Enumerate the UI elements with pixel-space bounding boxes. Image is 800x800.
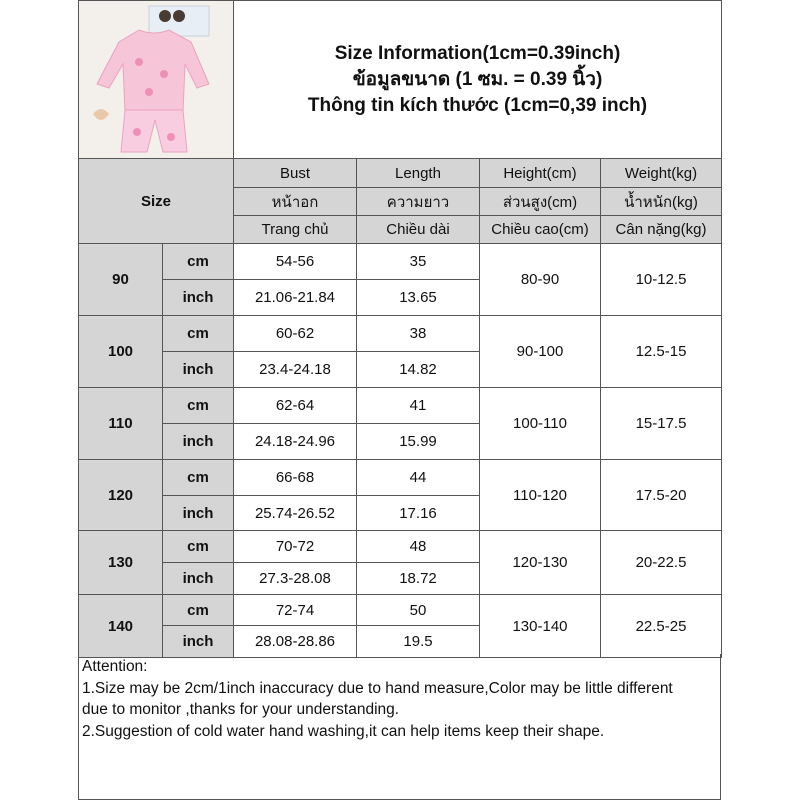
bust-cm: 62-64 (234, 388, 357, 424)
height: 80-90 (480, 244, 601, 316)
title-block (234, 1, 722, 159)
bust-inch: 23.4-24.18 (234, 352, 357, 388)
unit-cm: cm (163, 244, 234, 280)
col-bust-th: หน้าอก (234, 188, 357, 216)
bust-cm: 66-68 (234, 460, 357, 496)
size-130: 130 (79, 531, 163, 595)
weight: 20-22.5 (601, 531, 722, 595)
bust-inch: 28.08-28.86 (234, 626, 357, 658)
attention-notes (78, 654, 721, 800)
pajama-photo-icon (79, 2, 234, 158)
height: 100-110 (480, 388, 601, 460)
unit-inch: inch (163, 496, 234, 531)
length-inch: 17.16 (357, 496, 480, 531)
weight: 15-17.5 (601, 388, 722, 460)
note-line-3: 2.Suggestion of cold water hand washing,it can help items keep their shape. (82, 722, 605, 740)
unit-inch: inch (163, 424, 234, 460)
length-cm: 41 (357, 388, 480, 424)
note-line-2: due to monitor ,thanks for your understanding. (82, 701, 400, 718)
bust-inch: 21.06-21.84 (234, 280, 357, 316)
height: 110-120 (480, 460, 601, 531)
height: 120-130 (480, 531, 601, 595)
bust-cm: 54-56 (234, 244, 357, 280)
col-bust-en: Bust (234, 159, 357, 188)
title-english: Size Information(1cm=0.39inch) (334, 42, 621, 64)
note-line-1: 1.Size may be 2cm/1inch inaccuracy due to hand measure,Color may be little different (82, 679, 673, 697)
col-height-en: Height(cm) (480, 159, 601, 188)
unit-cm: cm (163, 595, 234, 626)
length-inch: 14.82 (357, 352, 480, 388)
unit-cm: cm (163, 460, 234, 496)
length-cm: 48 (357, 531, 480, 563)
length-inch: 15.99 (357, 424, 480, 460)
unit-inch: inch (163, 280, 234, 316)
length-inch: 13.65 (357, 280, 480, 316)
col-length-en: Length (357, 159, 480, 188)
size-120: 120 (79, 460, 163, 531)
col-weight-en: Weight(kg) (601, 159, 722, 188)
size-100: 100 (79, 316, 163, 388)
length-cm: 50 (357, 595, 480, 626)
size-header: Size (79, 159, 234, 244)
bust-inch: 24.18-24.96 (234, 424, 357, 460)
bust-cm: 60-62 (234, 316, 357, 352)
unit-cm: cm (163, 388, 234, 424)
col-length-vi: Chiều dài (357, 216, 480, 244)
height: 130-140 (480, 595, 601, 658)
length-cm: 44 (357, 460, 480, 496)
size-90: 90 (79, 244, 163, 316)
title-vietnamese: Thông tin kích thước (1cm=0,39 inch) (307, 94, 648, 116)
unit-cm: cm (163, 531, 234, 563)
bust-cm: 72-74 (234, 595, 357, 626)
size-140: 140 (79, 595, 163, 658)
col-weight-vi: Cân nặng(kg) (601, 216, 722, 244)
size-table (78, 0, 722, 658)
unit-cm: cm (163, 316, 234, 352)
weight: 22.5-25 (601, 595, 722, 658)
title-thai: ข้อมูลขนาด (1 ซม. = 0.39 นิ้ว) (352, 68, 603, 90)
col-bust-vi: Trang chủ (234, 216, 357, 244)
weight: 12.5-15 (601, 316, 722, 388)
col-height-th: ส่วนสูง(cm) (480, 188, 601, 216)
bust-cm: 70-72 (234, 531, 357, 563)
unit-inch: inch (163, 563, 234, 595)
height: 90-100 (480, 316, 601, 388)
length-cm: 38 (357, 316, 480, 352)
attention-heading: Attention: (82, 658, 148, 675)
bust-inch: 25.74-26.52 (234, 496, 357, 531)
weight: 17.5-20 (601, 460, 722, 531)
bust-inch: 27.3-28.08 (234, 563, 357, 595)
col-height-vi: Chiều cao(cm) (480, 216, 601, 244)
unit-inch: inch (163, 352, 234, 388)
length-inch: 19.5 (357, 626, 480, 658)
weight: 10-12.5 (601, 244, 722, 316)
col-weight-th: น้ำหนัก(kg) (601, 188, 722, 216)
length-cm: 35 (357, 244, 480, 280)
col-length-th: ความยาว (357, 188, 480, 216)
length-inch: 18.72 (357, 563, 480, 595)
product-photo (79, 1, 234, 159)
size-110: 110 (79, 388, 163, 460)
unit-inch: inch (163, 626, 234, 658)
